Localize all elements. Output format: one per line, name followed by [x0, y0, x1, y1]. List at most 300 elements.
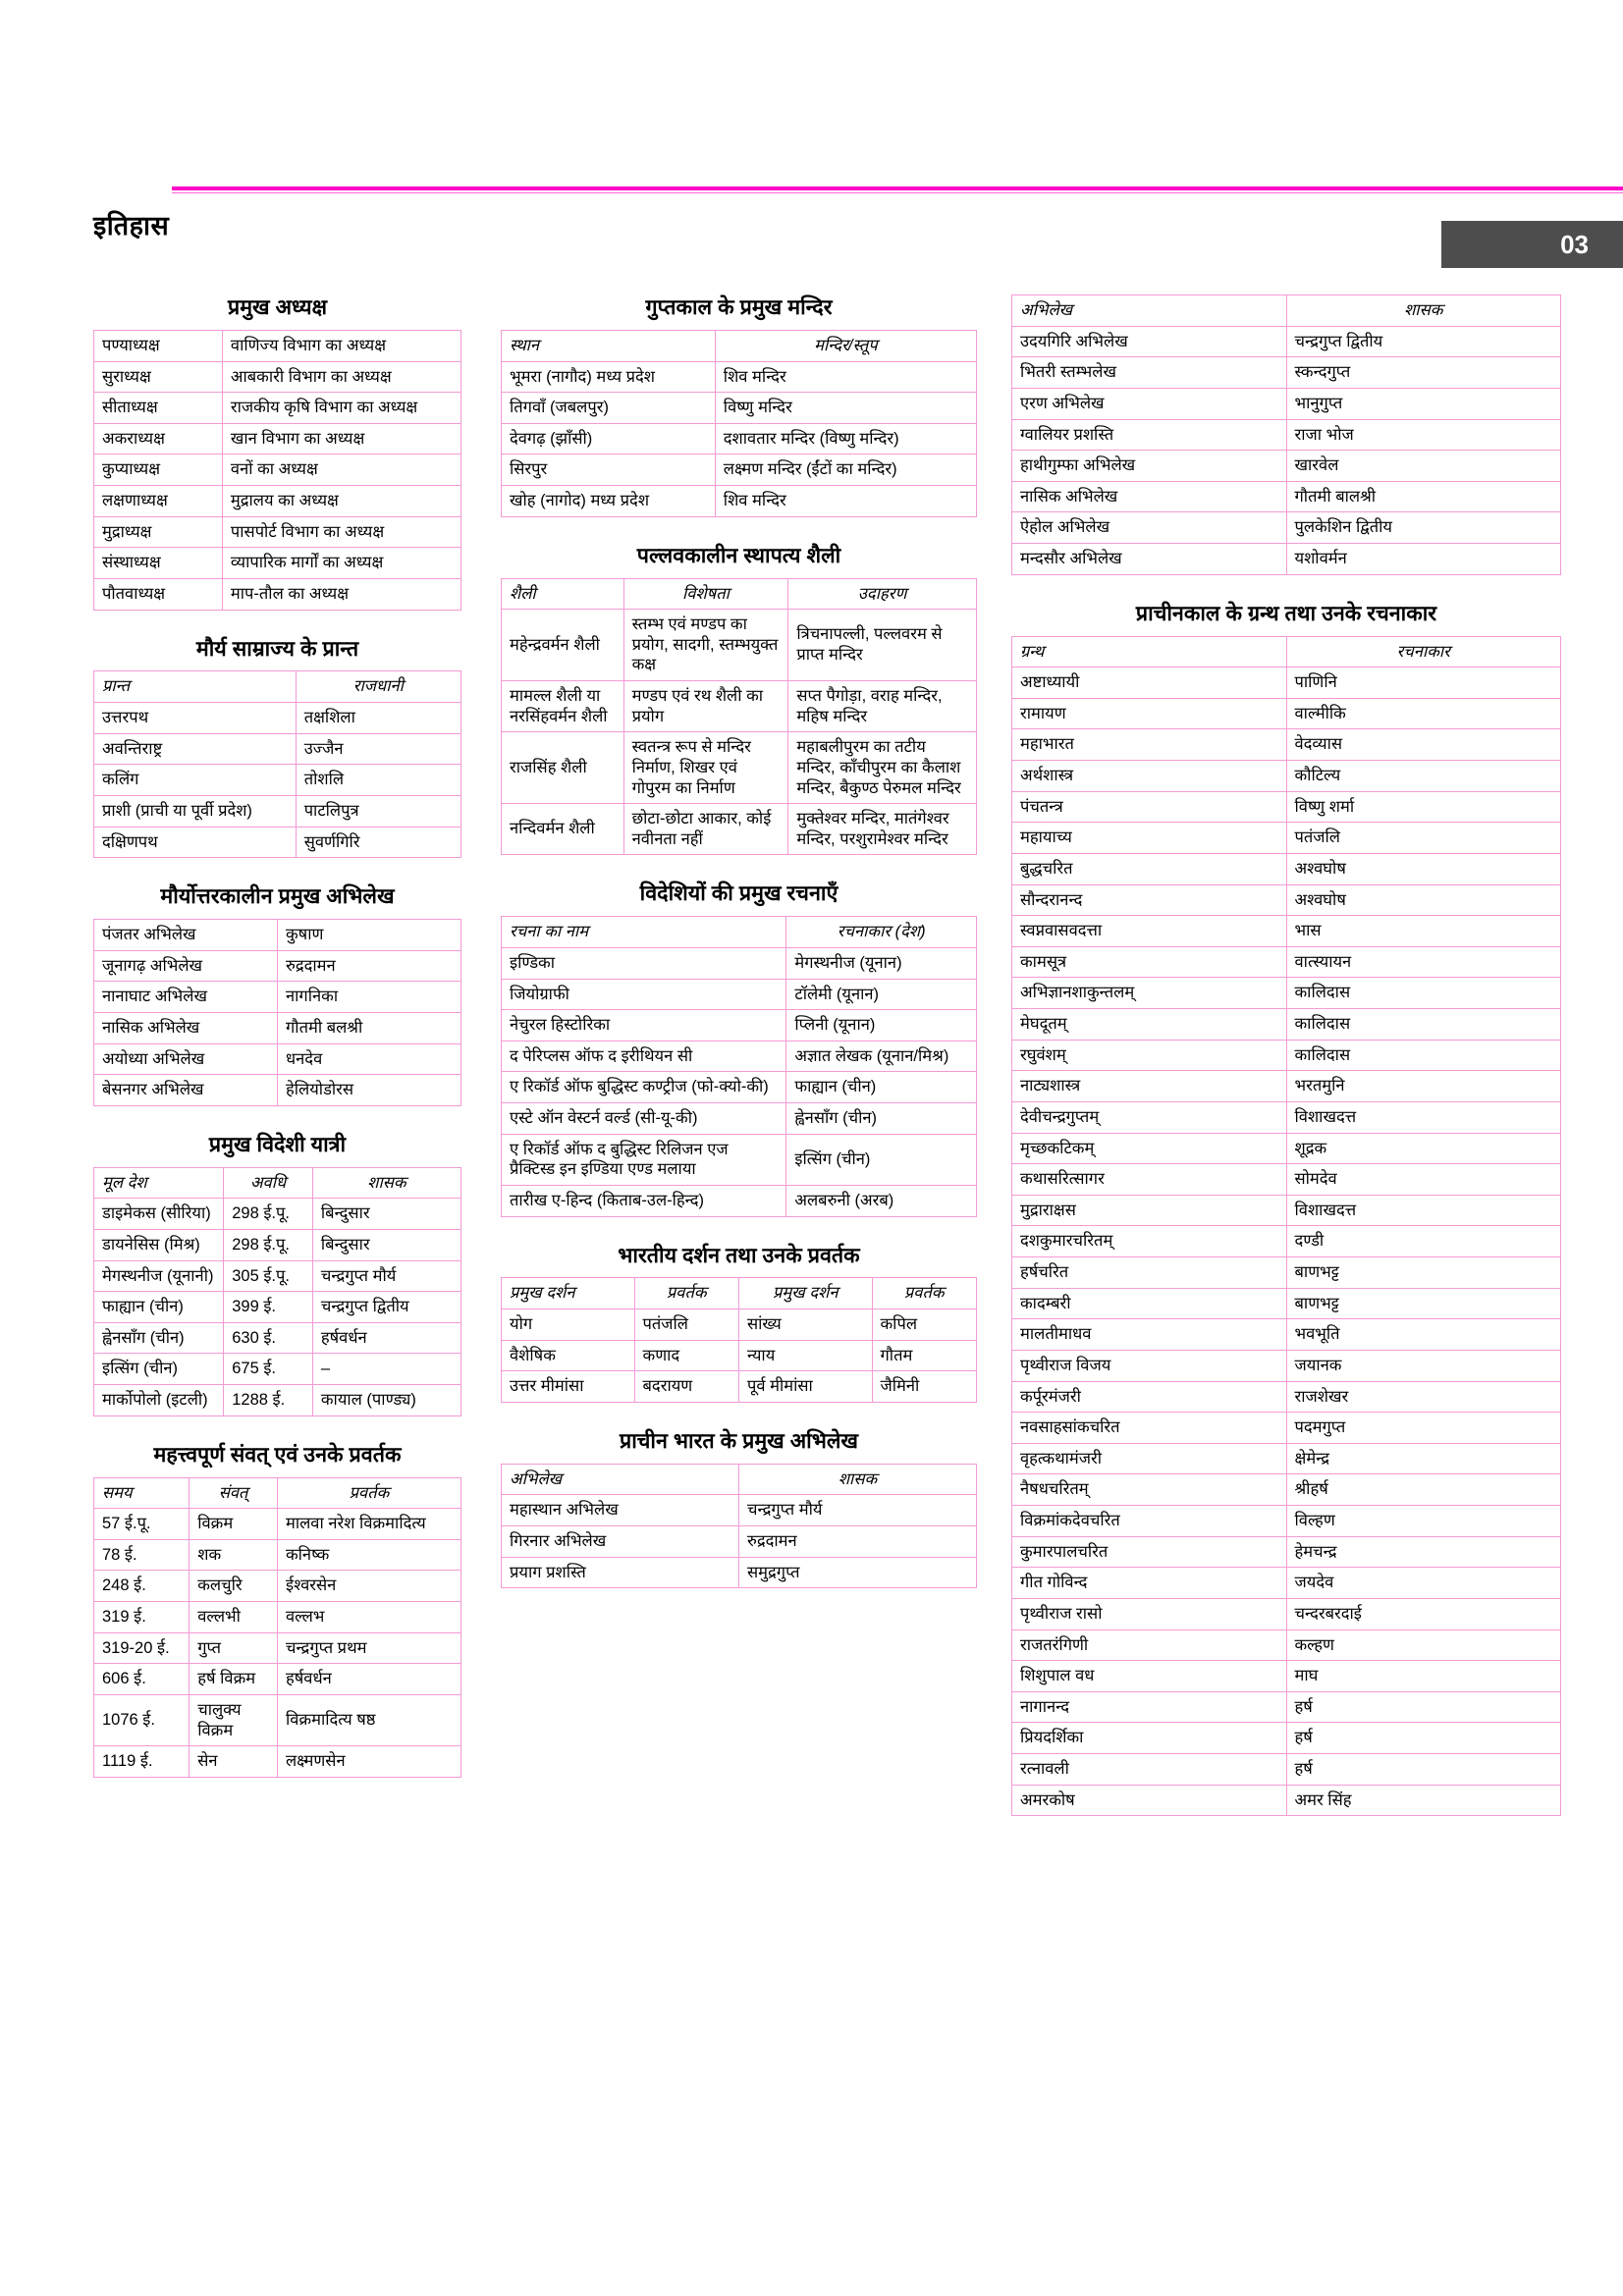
table-row [94, 1199, 461, 1230]
table-cell: कल्हण [1286, 1629, 1561, 1661]
table-row [1012, 1413, 1561, 1444]
header-rule [172, 187, 1623, 190]
table-cell: एरण अभिलेख [1012, 388, 1287, 419]
table-row [1012, 1319, 1561, 1351]
table-cell: वाल्मीकि [1286, 698, 1561, 729]
table-cell: इत्सिंग (चीन) [786, 1134, 977, 1185]
table-cell: 57 ई.पू. [94, 1509, 189, 1540]
table-cell: 248 ई. [94, 1571, 189, 1602]
table-row [502, 1557, 977, 1588]
table-cell: समुद्रगुप्त [739, 1557, 977, 1588]
table-cell: स्वप्नवासवदत्ता [1012, 916, 1287, 947]
table-cell: महाभारत [1012, 729, 1287, 761]
table-cell: सुराध्यक्ष [94, 361, 223, 393]
table-row [1012, 978, 1561, 1009]
table-row [1012, 1350, 1561, 1381]
content-columns [0, 294, 1623, 1842]
column-2 [501, 294, 1011, 1842]
table-cell: कायाल (पाण्ड्य) [312, 1385, 460, 1416]
table-cell: रामायण [1012, 698, 1287, 729]
column-header: शैली [502, 578, 624, 610]
table-cell: स्वतन्त्र रूप से मन्दिर निर्माण, शिखर एवं गोपुरम का निर्माण [623, 732, 788, 804]
table-cell: गीत गोविन्द [1012, 1568, 1287, 1599]
table-row [1012, 729, 1561, 761]
table-cell: डायनेसिस (मिश्र) [94, 1229, 224, 1260]
table-row [94, 703, 461, 734]
table-cell: बिन्दुसार [312, 1199, 460, 1230]
table-row [1012, 1040, 1561, 1071]
section-block [1011, 294, 1561, 575]
table-cell: कर्पूरमंजरी [1012, 1381, 1287, 1413]
table-cell: गौतमी बलश्री [278, 1012, 461, 1043]
table-cell: वेदव्यास [1286, 729, 1561, 761]
table-cell: वल्लभ [277, 1602, 460, 1633]
data-table [93, 670, 461, 858]
table-cell: महेन्द्रवर्मन शैली [502, 610, 624, 681]
table-cell: 675 ई. [224, 1354, 313, 1385]
table-cell: विष्णु शर्मा [1286, 791, 1561, 823]
table-cell: 1119 ई. [94, 1746, 189, 1778]
data-table [1011, 636, 1561, 1817]
section-heading: मौर्य साम्राज्य के प्रान्त [195, 636, 359, 661]
table-cell: – [312, 1354, 460, 1385]
table-row [1012, 946, 1561, 978]
table-cell: छोटा-छोटा आकार, कोई नवीनता नहीं [623, 804, 788, 855]
table-cell: फाह्यान (चीन) [786, 1072, 977, 1103]
table-cell: उत्तरपथ [94, 703, 297, 734]
table-cell: जयानक [1286, 1350, 1561, 1381]
table-cell: हाथीगुम्फा अभिलेख [1012, 451, 1287, 482]
section-heading: मौर्योत्तरकालीन प्रमुख अभिलेख [160, 884, 395, 909]
data-table [1011, 294, 1561, 575]
table-cell: सीताध्यक्ष [94, 393, 223, 424]
section-block [93, 1442, 461, 1778]
table-cell: खोह (नागोद) मध्य प्रदेश [502, 486, 716, 517]
table-cell: ईश्वरसेन [277, 1571, 460, 1602]
table-cell: अर्थशास्त्र [1012, 761, 1287, 792]
table-row [94, 827, 461, 858]
table-cell: मुद्राध्यक्ष [94, 516, 223, 548]
table-row [1012, 481, 1561, 512]
table-row [94, 982, 461, 1013]
table-cell: हेलियोडोरस [278, 1075, 461, 1106]
section-heading: प्राचीन भारत के प्रमुख अभिलेख [619, 1428, 859, 1453]
table-row [502, 1526, 977, 1558]
table-row [94, 1509, 461, 1540]
table-cell: हर्ष [1286, 1723, 1561, 1754]
table-cell: 1288 ई. [224, 1385, 313, 1416]
table-cell: प्राशी (प्राची या पूर्वी प्रदेश) [94, 795, 297, 827]
table-row [502, 979, 977, 1010]
table-row [94, 1322, 461, 1354]
table-row [502, 393, 977, 424]
table-cell: कादम्बरी [1012, 1288, 1287, 1319]
table-cell: त्रिचनापल्ली, पल्लवरम से प्राप्त मन्दिर [788, 610, 977, 681]
table-row [1012, 1785, 1561, 1816]
table-cell: सप्त पैगोड़ा, वराह मन्दिर, महिष मन्दिर [788, 681, 977, 732]
table-cell: बुद्धचरित [1012, 853, 1287, 884]
table-row [94, 1012, 461, 1043]
data-table [93, 1477, 461, 1778]
table-cell: शिशुपाल वध [1012, 1661, 1287, 1692]
table-cell: गुप्त [189, 1632, 278, 1664]
table-cell: मृच्छकटिकम् [1012, 1133, 1287, 1164]
table-row [1012, 791, 1561, 823]
table-cell: विल्हण [1286, 1506, 1561, 1537]
table-row [94, 1746, 461, 1778]
table-row [1012, 326, 1561, 357]
table-cell: वनों का अध्यक्ष [222, 454, 460, 486]
table-row [1012, 1443, 1561, 1474]
table-row [502, 361, 977, 393]
table-cell: ए रिकॉर्ड ऑफ बुद्धिस्ट कण्ट्रीज (फो-क्यो-की) [502, 1072, 786, 1103]
table-cell: नासिक अभिलेख [1012, 481, 1287, 512]
table-cell: 399 ई. [224, 1292, 313, 1323]
section-heading: महत्त्वपूर्ण संवत् एवं उनके प्रवर्तक [153, 1442, 402, 1467]
table-cell: 630 ई. [224, 1322, 313, 1354]
table-cell: उदयगिरि अभिलेख [1012, 326, 1287, 357]
table-cell: 1076 ई. [94, 1694, 189, 1745]
column-header: अभिलेख [1012, 295, 1287, 327]
table-row [502, 1072, 977, 1103]
table-cell: पौतवाध्यक्ष [94, 578, 223, 610]
column-header: रचना का नाम [502, 917, 786, 948]
table-row [1012, 1474, 1561, 1506]
table-cell: रघुवंशम् [1012, 1040, 1287, 1071]
table-cell: रुद्रदामन [739, 1526, 977, 1558]
table-header-row [94, 1167, 461, 1199]
table-cell: सौन्दरानन्द [1012, 884, 1287, 916]
table-cell: जूनागढ़ अभिलेख [94, 950, 278, 982]
table-cell: ऐहोल अभिलेख [1012, 512, 1287, 544]
table-cell: चन्द्रगुप्त प्रथम [277, 1632, 460, 1664]
table-row [94, 361, 461, 393]
table-cell: चन्द्रगुप्त मौर्य [739, 1495, 977, 1526]
table-cell: प्रियदर्शिका [1012, 1723, 1287, 1754]
section-block [501, 881, 977, 1216]
table-cell: पृथ्वीराज विजय [1012, 1350, 1287, 1381]
table-row [1012, 884, 1561, 916]
table-row [1012, 1598, 1561, 1629]
data-table [501, 578, 977, 856]
table-row [502, 1309, 977, 1341]
table-cell: कनिष्क [277, 1539, 460, 1571]
table-cell: अवन्तिराष्ट्र [94, 733, 297, 765]
table-cell: मुद्रालय का अध्यक्ष [222, 486, 460, 517]
table-cell: राजा भोज [1286, 419, 1561, 451]
table-cell: अमरकोष [1012, 1785, 1287, 1816]
header-rule-secondary [172, 192, 1623, 193]
table-cell: हर्ष [1286, 1691, 1561, 1723]
table-row [1012, 667, 1561, 699]
column-header: मूल देश [94, 1167, 224, 1199]
column-header: प्रवर्तक [634, 1278, 738, 1309]
table-header-row [502, 578, 977, 610]
column-header: मन्दिर/स्तूप [715, 330, 976, 361]
table-cell: हर्ष [1286, 1754, 1561, 1786]
table-cell: अलबरुनी (अरब) [786, 1185, 977, 1216]
table-cell: संस्थाध्यक्ष [94, 548, 223, 579]
table-row [94, 950, 461, 982]
table-cell: अष्टाध्यायी [1012, 667, 1287, 699]
table-cell: धनदेव [278, 1043, 461, 1075]
table-cell: खान विभाग का अध्यक्ष [222, 423, 460, 454]
table-row [94, 1043, 461, 1075]
table-cell: अश्वघोष [1286, 853, 1561, 884]
table-row [1012, 1629, 1561, 1661]
table-cell: वैशेषिक [502, 1340, 635, 1371]
table-cell: गौतमी बालश्री [1286, 481, 1561, 512]
column-header: अवधि [224, 1167, 313, 1199]
page-number-bar [1441, 221, 1623, 268]
table-cell: सुवर्णगिरि [296, 827, 460, 858]
table-row [502, 681, 977, 732]
table-row [502, 486, 977, 517]
table-row [94, 578, 461, 610]
column-1 [0, 294, 501, 1842]
table-cell: पृथ्वीराज रासो [1012, 1598, 1287, 1629]
table-cell: हर्षवर्धन [312, 1322, 460, 1354]
table-cell: विशाखदत्त [1286, 1101, 1561, 1133]
table-cell: कपिल [872, 1309, 977, 1341]
table-row [1012, 1661, 1561, 1692]
table-row [1012, 419, 1561, 451]
table-row [1012, 761, 1561, 792]
table-cell: चन्दरबरदाई [1286, 1598, 1561, 1629]
table-cell: लक्ष्मण मन्दिर (ईंटों का मन्दिर) [715, 454, 976, 486]
table-cell: द पेरिप्लस ऑफ द इरीथियन सी [502, 1041, 786, 1072]
section-heading: भारतीय दर्शन तथा उनके प्रवर्तक [618, 1243, 860, 1267]
table-cell: सोमदेव [1286, 1164, 1561, 1196]
table-cell: चन्द्रगुप्त द्वितीय [1286, 326, 1561, 357]
table-cell: नागनिका [278, 982, 461, 1013]
data-table [93, 919, 461, 1106]
table-cell: राजकीय कृषि विभाग का अध्यक्ष [222, 393, 460, 424]
table-row [1012, 1133, 1561, 1164]
section-block [93, 883, 461, 1106]
table-row [1012, 1568, 1561, 1599]
table-row [502, 454, 977, 486]
table-cell: पंजतर अभिलेख [94, 920, 278, 951]
table-row [1012, 853, 1561, 884]
column-header: रचनाकार (देश) [786, 917, 977, 948]
table-row [94, 1539, 461, 1571]
table-cell: राजतरंगिणी [1012, 1629, 1287, 1661]
table-cell: लक्षणाध्यक्ष [94, 486, 223, 517]
table-row [1012, 1226, 1561, 1257]
table-cell: मन्दसौर अभिलेख [1012, 544, 1287, 575]
table-cell: वल्लभी [189, 1602, 278, 1633]
table-cell: पतंजलि [1286, 823, 1561, 854]
table-cell: यशोवर्मन [1286, 544, 1561, 575]
table-cell: पूर्व मीमांसा [738, 1371, 872, 1403]
table-cell: स्तम्भ एवं मण्डप का प्रयोग, सादगी, स्तम्भयुक्त कक्ष [623, 610, 788, 681]
table-row [502, 1041, 977, 1072]
table-row [1012, 1288, 1561, 1319]
table-cell: इण्डिका [502, 947, 786, 979]
table-cell: 606 ई. [94, 1664, 189, 1695]
table-cell: विष्णु मन्दिर [715, 393, 976, 424]
table-row [1012, 1536, 1561, 1568]
column-header: उदाहरण [788, 578, 977, 610]
table-header-row [1012, 636, 1561, 667]
table-cell: डाइमेकस (सीरिया) [94, 1199, 224, 1230]
table-cell: महाबलीपुरम का तटीय मन्दिर, काँचीपुरम का कैलाश मन्दिर, बैकुण्ठ पेरुमल मन्दिर [788, 732, 977, 804]
table-row [1012, 1101, 1561, 1133]
table-row [502, 423, 977, 454]
table-cell: बिन्दुसार [312, 1229, 460, 1260]
table-cell: शिव मन्दिर [715, 486, 976, 517]
table-header-row [502, 1464, 977, 1495]
section-heading: प्रमुख अध्यक्ष [227, 295, 328, 319]
table-cell: क्षेमेन्द्र [1286, 1443, 1561, 1474]
table-row [1012, 1009, 1561, 1041]
table-cell: पाटलिपुत्र [296, 795, 460, 827]
table-cell: कलिंग [94, 765, 297, 796]
table-cell: कालिदास [1286, 1040, 1561, 1071]
table-row [94, 1292, 461, 1323]
table-cell: राजशेखर [1286, 1381, 1561, 1413]
table-cell: पुलकेशिन द्वितीय [1286, 512, 1561, 544]
table-cell: तक्षशिला [296, 703, 460, 734]
column-header: ग्रन्थ [1012, 636, 1287, 667]
table-cell: अश्वघोष [1286, 884, 1561, 916]
table-row [502, 947, 977, 979]
column-3 [1011, 294, 1600, 1842]
table-cell: नन्दिवर्मन शैली [502, 804, 624, 855]
data-table [501, 1277, 977, 1403]
table-cell: अभिज्ञानशाकुन्तलम् [1012, 978, 1287, 1009]
table-cell: माप-तौल का अध्यक्ष [222, 578, 460, 610]
table-cell: मेघदूतम् [1012, 1009, 1287, 1041]
table-cell: पासपोर्ट विभाग का अध्यक्ष [222, 516, 460, 548]
table-cell: एस्टे ऑन वेस्टर्न वर्ल्ड (सी-यू-की) [502, 1103, 786, 1135]
data-table [501, 916, 977, 1216]
page-title: इतिहास [93, 211, 170, 240]
table-row [502, 1371, 977, 1403]
column-header: प्रमुख दर्शन [502, 1278, 635, 1309]
table-cell: श्रीहर्ष [1286, 1474, 1561, 1506]
table-row [94, 330, 461, 361]
table-row [1012, 1257, 1561, 1289]
table-cell: ए रिकॉर्ड ऑफ द बुद्धिस्ट रिलिजन एज प्रैक्टिस्ड इन इण्डिया एण्ड मलाया [502, 1134, 786, 1185]
table-cell: भवभूति [1286, 1319, 1561, 1351]
table-row [94, 1632, 461, 1664]
table-row [94, 920, 461, 951]
table-row [94, 423, 461, 454]
table-row [502, 1495, 977, 1526]
column-header: शासक [739, 1464, 977, 1495]
table-cell: तारीख ए-हिन्द (किताब-उल-हिन्द) [502, 1185, 786, 1216]
table-cell: 298 ई.पू. [224, 1229, 313, 1260]
table-row [94, 1602, 461, 1633]
table-cell: वृहत्कथामंजरी [1012, 1443, 1287, 1474]
table-cell: पाणिनि [1286, 667, 1561, 699]
table-row [1012, 916, 1561, 947]
table-cell: जैमिनी [872, 1371, 977, 1403]
table-cell: चन्द्रगुप्त मौर्य [312, 1260, 460, 1292]
section-block [501, 1428, 977, 1588]
table-cell: भितरी स्तम्भलेख [1012, 357, 1287, 389]
table-row [1012, 823, 1561, 854]
table-cell: माघ [1286, 1661, 1561, 1692]
table-cell: लक्ष्मणसेन [277, 1746, 460, 1778]
column-header: प्रवर्तक [872, 1278, 977, 1309]
section-heading: पल्लवकालीन स्थापत्य शैली [636, 543, 841, 567]
column-header: विशेषता [623, 578, 788, 610]
table-row [94, 393, 461, 424]
table-cell: रुद्रदामन [278, 950, 461, 982]
table-row [94, 795, 461, 827]
table-cell: मुक्तेश्वर मन्दिर, मातंगेश्वर मन्दिर, परशुरामेश्वर मन्दिर [788, 804, 977, 855]
table-row [1012, 451, 1561, 482]
table-cell: गौतम [872, 1340, 977, 1371]
table-header-row [502, 1278, 977, 1309]
table-row [502, 804, 977, 855]
table-cell: चन्द्रगुप्त द्वितीय [312, 1292, 460, 1323]
table-row [94, 1664, 461, 1695]
table-row [94, 1385, 461, 1416]
table-cell: अमर सिंह [1286, 1785, 1561, 1816]
column-header: प्रान्त [94, 671, 297, 703]
table-cell: विक्रमांकदेवचरित [1012, 1506, 1287, 1537]
table-cell: मण्डप एवं रथ शैली का प्रयोग [623, 681, 788, 732]
table-row [1012, 1723, 1561, 1754]
table-row [502, 1010, 977, 1041]
column-header: अभिलेख [502, 1464, 739, 1495]
table-cell: दक्षिणपथ [94, 827, 297, 858]
table-header-row [502, 917, 977, 948]
table-row [94, 486, 461, 517]
table-cell: ह्वेनसाँग (चीन) [94, 1322, 224, 1354]
column-header: प्रमुख दर्शन [738, 1278, 872, 1309]
table-cell: मेगस्थनीज (यूनानी) [94, 1260, 224, 1292]
table-cell: राजसिंह शैली [502, 732, 624, 804]
table-cell: नेचुरल हिस्टोरिका [502, 1010, 786, 1041]
table-cell: भूमरा (नागौद) मध्य प्रदेश [502, 361, 716, 393]
column-header: शासक [312, 1167, 460, 1199]
table-row [94, 548, 461, 579]
table-cell: पण्याध्यक्ष [94, 330, 223, 361]
table-row [94, 765, 461, 796]
table-cell: कामसूत्र [1012, 946, 1287, 978]
table-cell: 298 ई.पू. [224, 1199, 313, 1230]
table-cell: खारवेल [1286, 451, 1561, 482]
column-header: रचनाकार [1286, 636, 1561, 667]
table-row [94, 516, 461, 548]
table-cell: विक्रम [189, 1509, 278, 1540]
table-row [502, 732, 977, 804]
table-cell: तोशलि [296, 765, 460, 796]
table-cell: नवसाहसांकचरित [1012, 1413, 1287, 1444]
table-row [1012, 1691, 1561, 1723]
table-row [94, 1694, 461, 1745]
section-block [93, 636, 461, 859]
table-header-row [1012, 295, 1561, 327]
table-cell: कुमारपालचरित [1012, 1536, 1287, 1568]
table-cell: रत्नावली [1012, 1754, 1287, 1786]
table-row [1012, 1381, 1561, 1413]
table-cell: बदरायण [634, 1371, 738, 1403]
column-header: राजधानी [296, 671, 460, 703]
table-cell: शूद्रक [1286, 1133, 1561, 1164]
table-cell: जयदेव [1286, 1568, 1561, 1599]
table-cell: भरतमुनि [1286, 1071, 1561, 1102]
table-cell: गिरनार अभिलेख [502, 1526, 739, 1558]
table-cell: कालिदास [1286, 1009, 1561, 1041]
table-cell: कौटिल्य [1286, 761, 1561, 792]
table-cell: अज्ञात लेखक (यूनान/मिश्र) [786, 1041, 977, 1072]
